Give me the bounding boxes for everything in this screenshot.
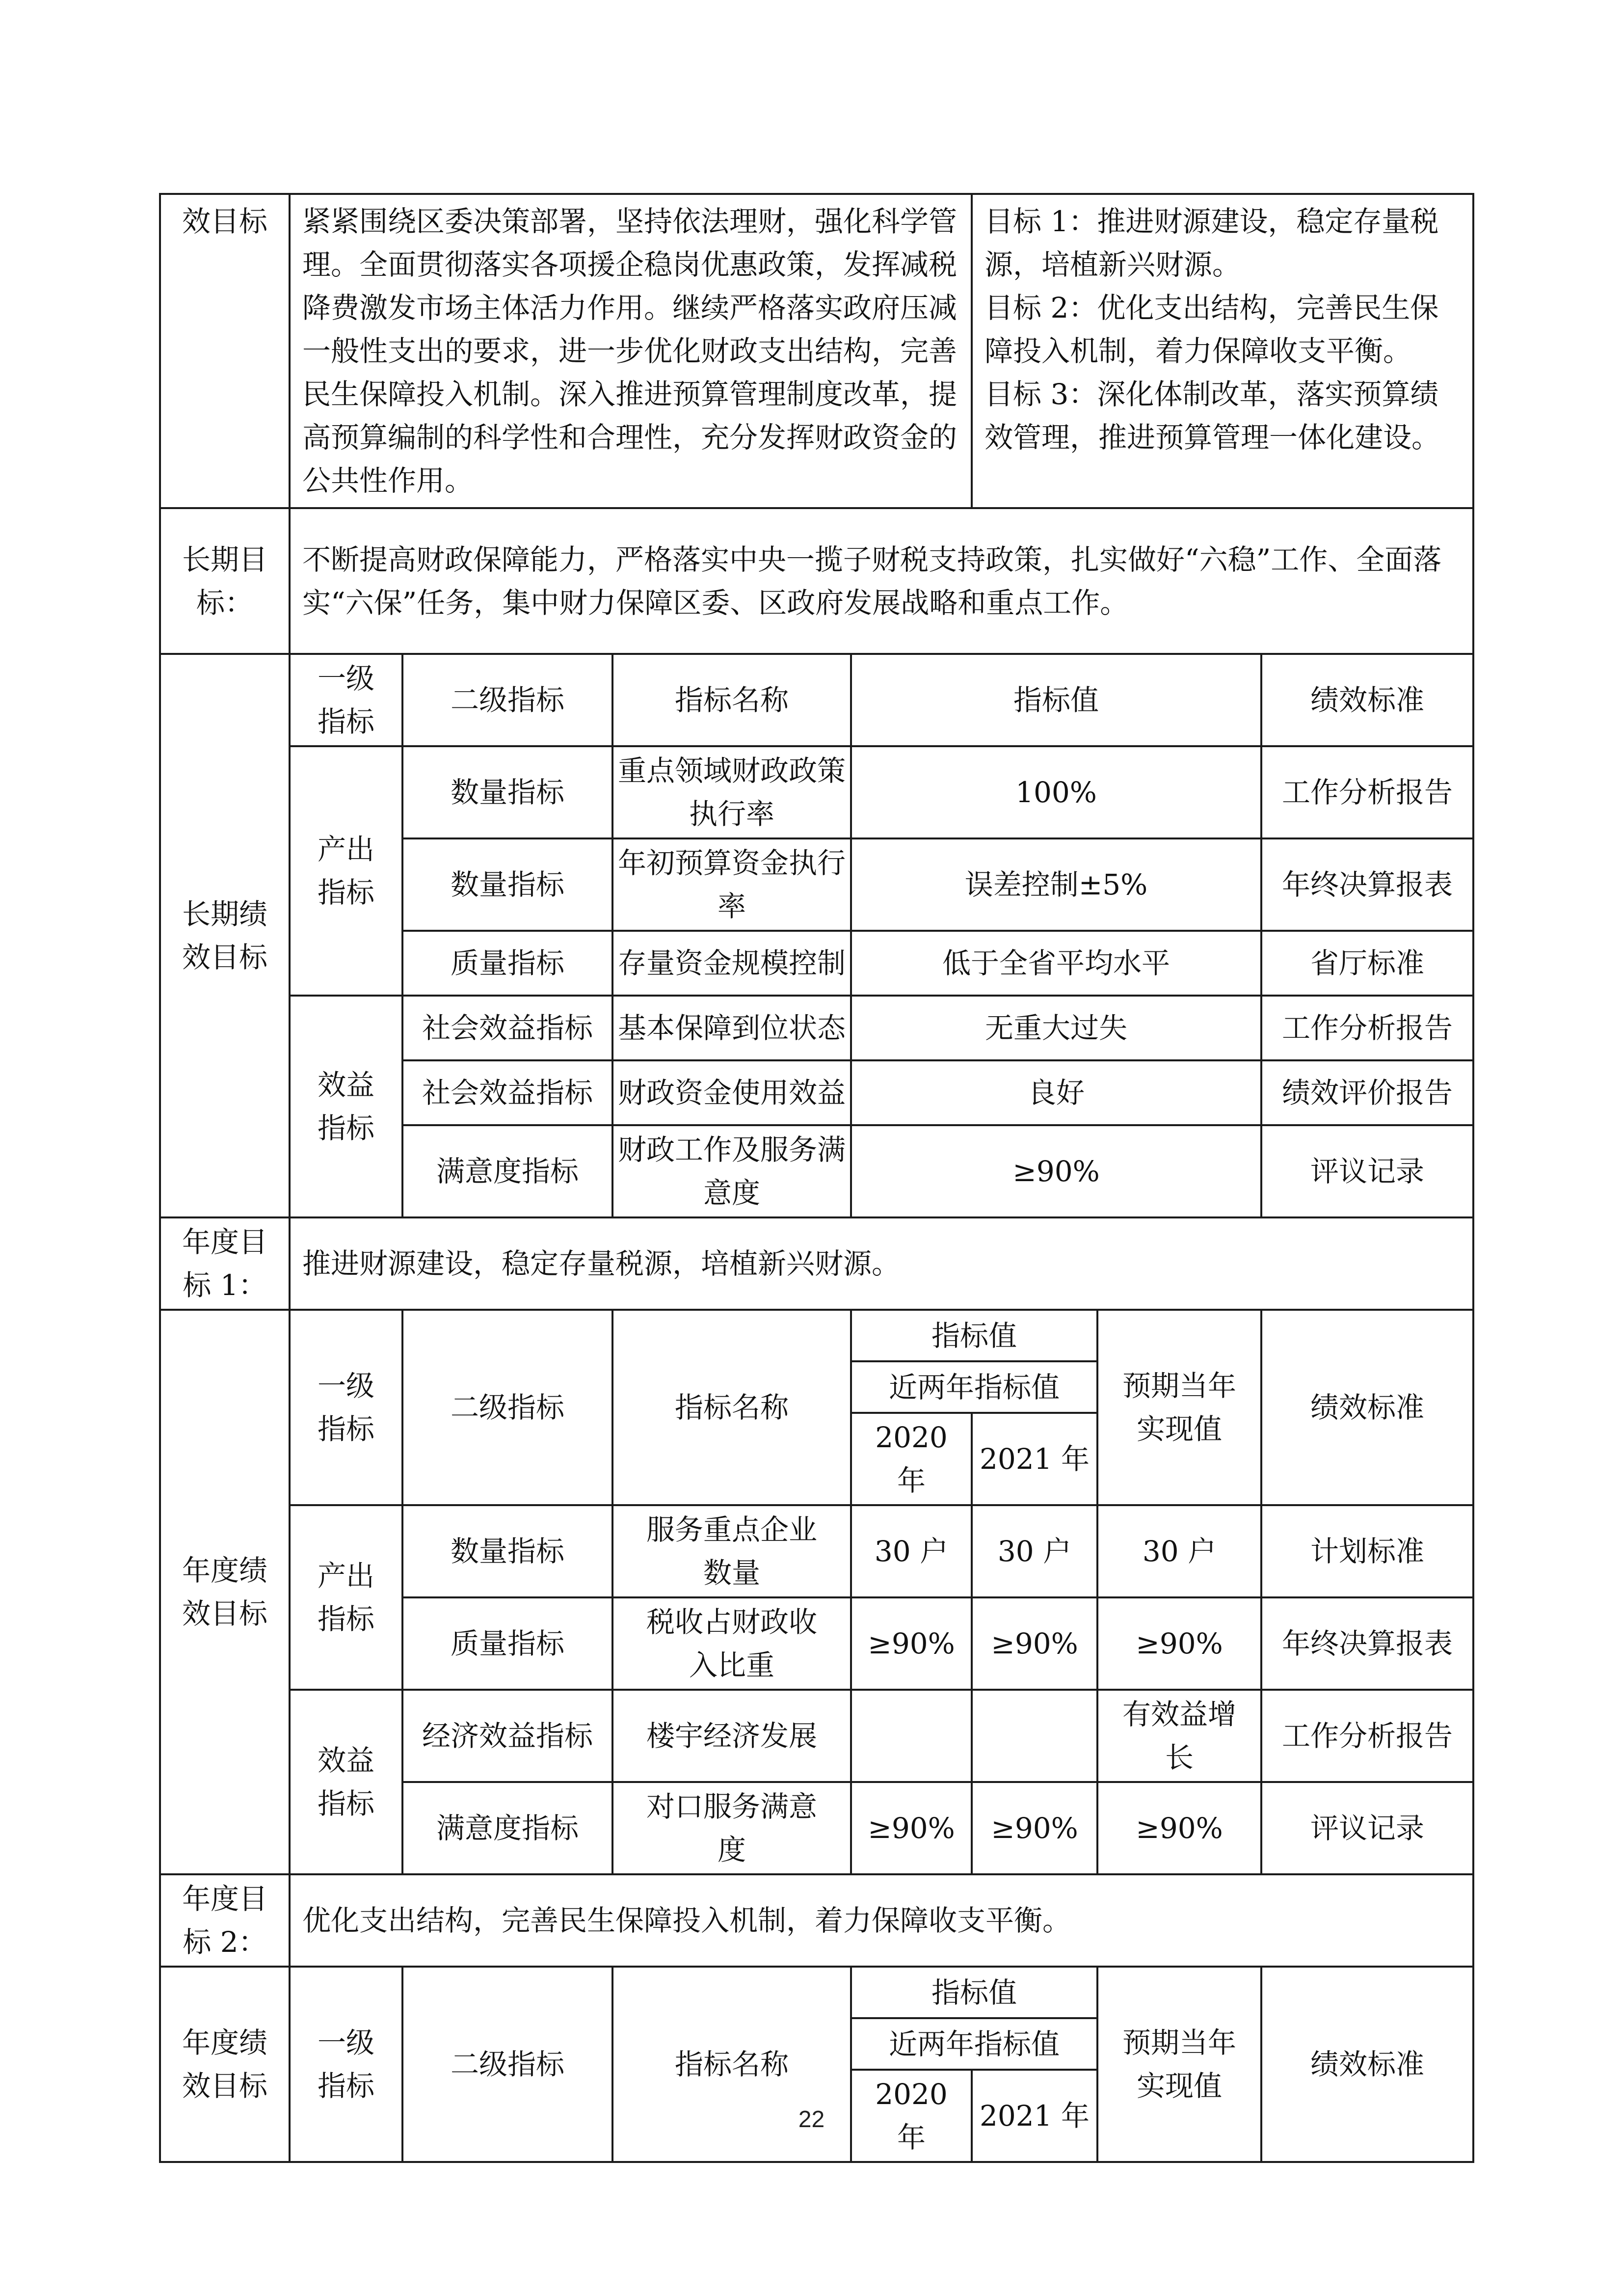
annual-perf-2-header-row [160,1967,1473,2018]
cell-standard: 年终决算报表 [1261,1597,1473,1690]
cell-expected-line2: 长 [1165,1741,1194,1774]
group-label-benefit [290,996,402,1217]
group-label-benefit-line1: 效益 [317,1744,374,1777]
cell-level2: 数量指标 [402,838,612,931]
annual-goal-2-row [160,1874,1473,1967]
cell-2020: ≥90% [851,1782,972,1874]
annual-perf-1-label-line1: 年度绩 [182,1554,267,1587]
table-row [160,996,1473,1060]
header-value-group: 指标值 [851,1967,1097,2018]
cell-name: 年初预算资金执行率 [612,838,851,931]
annual-perf-1-label-line2: 效目标 [182,1597,267,1630]
cell-name: 财政资金使用效益 [612,1060,851,1125]
cell-standard: 评议记录 [1261,1125,1473,1217]
header-name: 指标名称 [612,1967,851,2162]
annual-goal-2-text: 优化支出结构，完善民生保障投入机制，着力保障收支平衡。 [290,1874,1473,1967]
group-label-output [290,746,402,996]
cell-name: 基本保障到位状态 [612,996,851,1060]
cell-name-line1: 楼宇经济发展 [646,1719,817,1753]
cell-value: 良好 [851,1060,1261,1125]
annual-goal-2-label-line2: 标 2： [183,1925,267,1959]
header-recent-two-years: 近两年指标值 [851,2018,1097,2070]
cell-standard: 绩效评价报告 [1261,1060,1473,1125]
cell-standard: 工作分析报告 [1261,996,1473,1060]
header-year-2021: 2021 年 [972,2070,1097,2162]
header-level1-line1: 一级 [317,1369,374,1403]
cell-level2: 满意度指标 [402,1782,612,1874]
cell-level2: 质量指标 [402,1597,612,1690]
group-label-benefit-line2: 指标 [317,1787,374,1820]
header-expected-line2: 实现值 [1137,1412,1223,1446]
header-level1-line2: 指标 [317,2069,374,2103]
cell-value: 低于全省平均水平 [851,931,1261,996]
header-value: 指标值 [851,654,1261,746]
cell-expected [1097,1782,1261,1874]
header-expected-line1: 预期当年 [1122,2026,1237,2059]
annual-perf-2-label-line1: 年度绩 [182,2026,267,2059]
cell-expected-line1: 有效益增 [1122,1698,1237,1731]
header-level1-line1: 一级 [317,662,374,695]
group-label-benefit-line2: 指标 [317,1111,374,1145]
long-term-goal-row [160,508,1473,654]
annual-goal-1-text: 推进财源建设，稳定存量税源，培植新兴财源。 [290,1217,1473,1310]
header-level1 [290,1310,402,1505]
cell-2021 [972,1690,1097,1782]
performance-goals-table [159,193,1474,2163]
overall-goal-label: 效目标 [160,194,290,508]
cell-2021: 30 户 [972,1505,1097,1597]
header-year-2020-line1: 2020 [875,1421,948,1454]
long-term-goal-label-line1: 长期目 [182,542,267,576]
header-value-group: 指标值 [851,1310,1097,1361]
cell-2020: ≥90% [851,1597,972,1690]
annual-goal-1-row [160,1217,1473,1310]
group-label-output-line1: 产出 [317,1559,374,1593]
header-year-2020-line1: 2020 [875,2078,948,2111]
header-name: 指标名称 [612,654,851,746]
cell-expected [1097,1690,1261,1782]
header-expected [1097,1310,1261,1505]
header-year-2021: 2021 年 [972,1413,1097,1505]
annual-target-3: 目标 3：深化体制改革，落实预算绩效管理，推进预算管理一体化建设。 [984,378,1440,454]
group-label-benefit [290,1690,402,1874]
table-row [160,746,1473,838]
cell-standard: 年终决算报表 [1261,838,1473,931]
cell-standard: 工作分析报告 [1261,746,1473,838]
cell-name-line2: 度 [717,1833,746,1866]
annual-goal-2-label [160,1874,290,1967]
cell-name [612,1505,851,1597]
cell-name: 重点领域财政政策执行率 [612,746,851,838]
cell-name-line2: 数量 [703,1556,760,1590]
header-level2: 二级指标 [402,1310,612,1505]
long-term-perf-section-label [160,654,290,1217]
annual-goal-1-label-line1: 年度目 [182,1225,267,1259]
annual-target-1: 目标 1：推进财源建设，稳定存量税源，培植新兴财源。 [984,205,1439,281]
long-term-goal-text: 不断提高财政保障能力，严格落实中央一揽子财税支持政策，扎实做好“六稳”工作、全面落实“六保”任务，集中财力保障区委、区政府发展战略和重点工作。 [290,508,1473,654]
annual-perf-2-label-line2: 效目标 [182,2069,267,2103]
header-level2: 二级指标 [402,654,612,746]
header-year-2020-line2: 年 [897,1464,926,1497]
header-year-2020-line2: 年 [897,2121,926,2154]
annual-goal-1-label-line2: 标 1： [183,1269,267,1302]
cell-level2: 质量指标 [402,931,612,996]
cell-level2: 社会效益指标 [402,1060,612,1125]
cell-value: ≥90% [851,1125,1261,1217]
overall-goal-text: 紧紧围绕区委决策部署，坚持依法理财，强化科学管理。全面贯彻落实各项援企稳岗优惠政策，发挥减税降费激发市场主体活力作用。继续严格落实政府压减一般性支出的要求，进一步优化财政支出结构，完善民生保障投入机制。深入推进预算管理制度改革，提高预算编制的科学性和合理性，充分发挥财政资金的公共性作用。 [290,194,972,508]
cell-standard: 计划标准 [1261,1505,1473,1597]
header-standard: 绩效标准 [1261,654,1473,746]
cell-standard: 省厅标准 [1261,931,1473,996]
cell-2020: 30 户 [851,1505,972,1597]
cell-value: 误差控制±5% [851,838,1261,931]
group-label-benefit-line1: 效益 [317,1068,374,1102]
cell-name-line1: 税收占财政收 [646,1605,817,1639]
annual-goal-2-label-line1: 年度目 [182,1882,267,1916]
cell-level2: 数量指标 [402,746,612,838]
long-term-goal-label-line2: 标： [196,586,253,620]
cell-expected-line1: ≥90% [1136,1811,1223,1845]
header-level1-line1: 一级 [317,2026,374,2059]
cell-expected [1097,1597,1261,1690]
overall-goal-row [160,194,1473,508]
long-term-goal-label [160,508,290,654]
cell-name-line1: 对口服务满意 [646,1790,817,1823]
long-term-perf-label-line2: 效目标 [182,941,267,974]
cell-2021: ≥90% [972,1597,1097,1690]
header-level1-line2: 指标 [317,1412,374,1446]
table-row [160,1690,1473,1782]
long-term-perf-header-row [160,654,1473,746]
long-term-perf-label-line1: 长期绩 [182,897,267,931]
header-level2: 二级指标 [402,1967,612,2162]
group-label-output-line1: 产出 [317,833,374,866]
cell-name: 存量资金规模控制 [612,931,851,996]
table-row [160,1505,1473,1597]
group-label-output-line2: 指标 [317,876,374,909]
cell-name-line2: 入比重 [689,1648,774,1682]
header-standard: 绩效标准 [1261,1967,1473,2162]
cell-level2: 社会效益指标 [402,996,612,1060]
header-year-2020 [851,1413,972,1505]
header-expected-line2: 实现值 [1137,2069,1223,2103]
cell-value: 100% [851,746,1261,838]
header-level1 [290,654,402,746]
cell-2021: ≥90% [972,1782,1097,1874]
annual-perf-1-section-label [160,1310,290,1874]
header-level1-line2: 指标 [317,705,374,738]
header-name: 指标名称 [612,1310,851,1505]
page-number: 22 [798,2107,825,2133]
cell-level2: 经济效益指标 [402,1690,612,1782]
cell-level2: 满意度指标 [402,1125,612,1217]
cell-expected-line1: 30 户 [1142,1535,1217,1568]
header-standard: 绩效标准 [1261,1310,1473,1505]
group-label-output-line2: 指标 [317,1602,374,1636]
cell-value: 无重大过失 [851,996,1261,1060]
cell-level2: 数量指标 [402,1505,612,1597]
cell-expected-line1: ≥90% [1136,1627,1223,1660]
annual-goal-1-label [160,1217,290,1310]
cell-2020 [851,1690,972,1782]
cell-standard: 工作分析报告 [1261,1690,1473,1782]
annual-target-2: 目标 2：优化支出结构，完善民生保障投入机制，着力保障收支平衡。 [984,291,1439,368]
cell-name [612,1782,851,1874]
group-label-output [290,1505,402,1690]
cell-name-line1: 服务重点企业 [646,1513,817,1546]
header-recent-two-years: 近两年指标值 [851,1361,1097,1413]
cell-name [612,1690,851,1782]
annual-targets-list [972,194,1473,508]
cell-standard: 评议记录 [1261,1782,1473,1874]
cell-name [612,1597,851,1690]
annual-perf-1-header-row [160,1310,1473,1361]
cell-name: 财政工作及服务满意度 [612,1125,851,1217]
header-expected-line1: 预期当年 [1122,1369,1237,1403]
cell-expected [1097,1505,1261,1597]
